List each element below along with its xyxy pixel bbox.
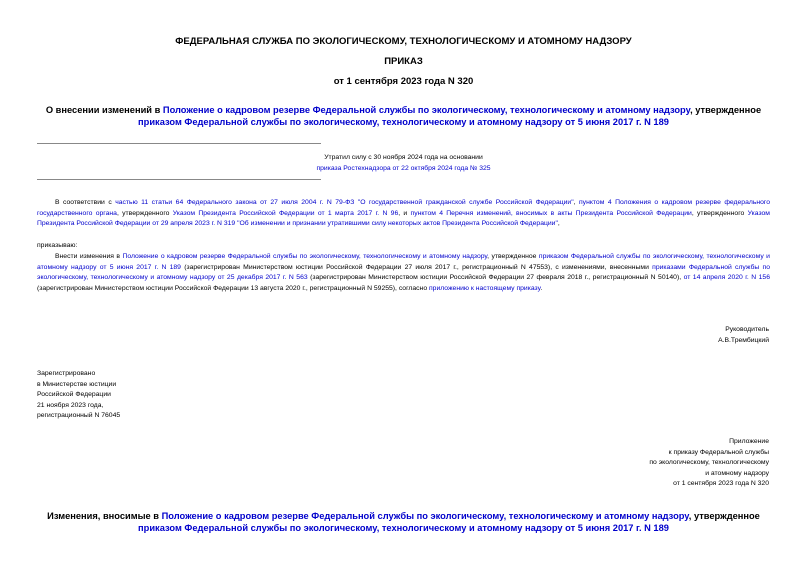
title-link-regulation[interactable]: Положение о кадровом резерве Федеральной службы по экологическому, технологическому и атомному надзору: [162, 105, 691, 115]
preamble-text: , и: [398, 209, 411, 217]
registration-block: [37, 369, 120, 422]
appendix-line: к приказу Федеральной службы: [668, 448, 769, 456]
link-order-156[interactable]: от 14 апреля 2020 г. N 156: [683, 274, 770, 281]
appendix-title-middle: , утвержденное: [688, 511, 760, 521]
preamble-paragraph: [37, 198, 770, 230]
link-order-563[interactable]: приказами Федеральной службы по экологическому, технологическому и атомному надзору от 25 декабря 2017 г. N 563: [37, 263, 770, 281]
order-text: (зарегистрирован Министерством юстиции Российской Федерации 27 июля 2017 г., регистрационный N 47553), с изменениями, внесенными: [180, 263, 653, 271]
link-decree-319[interactable]: Указом Президента Российской Федерации от 29 апреля 2023 г. N 319 "Об изменении и признании утратившими силу некоторых актов Президента Российской Федерации": [37, 209, 770, 227]
registration-line: Зарегистрировано: [37, 370, 96, 377]
preamble-text: В соответствии с: [55, 199, 116, 206]
appendix-line: Приложение: [729, 438, 769, 445]
link-decree-96[interactable]: Указом Президента Российской Федерации от 1 марта 2017 г. N 96: [172, 209, 399, 217]
appendix-line: и атомному надзору: [705, 469, 769, 477]
title-middle: , утвержденное: [690, 105, 762, 115]
appendix-line: по экологическому, технологическому: [649, 459, 769, 466]
link-appendix[interactable]: приложению к настоящему приказу: [428, 284, 541, 292]
registration-line: 21 ноября 2023 года,: [37, 401, 104, 409]
appendix-title-prefix: Изменения, вносимые в: [47, 511, 162, 521]
status-link[interactable]: приказа Ростехнадзора от 22 октября 2024 года № 325: [316, 164, 491, 172]
registration-line: Российской Федерации: [37, 391, 111, 398]
appendix-title-link-regulation[interactable]: Положение о кадровом резерве Федеральной службы по экологическому, технологическому и атомному надзору: [161, 511, 689, 521]
title-link-order[interactable]: приказом Федеральной службы по экологическому, технологическому и атомному надзору от 5 июня 2017 г. N 189: [138, 117, 669, 127]
link-federal-law[interactable]: частью 11 статьи 64 Федерального закона от 27 июля 2004 г. N 79-ФЗ "О государственной гражданской службе Российской Федерации": [115, 199, 574, 206]
link-regulation-item4[interactable]: пунктом 4 Положения о кадровом резерве федерального государственного органа: [37, 199, 771, 217]
doc-type-heading: ПРИКАЗ: [384, 56, 423, 67]
preamble-text: ,: [573, 199, 579, 206]
link-regulation[interactable]: Положение о кадровом резерве Федеральной службы по экологическому, технологическому и атомному надзору: [122, 253, 488, 260]
order-paragraph: [37, 252, 770, 294]
appendix-note: [470, 437, 769, 490]
title-prefix: О внесении изменений в: [45, 105, 163, 115]
order-text: , утвержденное: [487, 253, 539, 260]
appendix-title: [30, 510, 777, 534]
divider-top: [37, 143, 321, 144]
preamble-text: , утвержденного: [691, 209, 748, 217]
link-order-189[interactable]: приказом Федеральной службы по экологическому, технологическому и атомному надзору от 5 июня 2017 г. N 189: [37, 253, 770, 271]
divider-bottom: [37, 179, 321, 180]
signature-block: [470, 325, 769, 346]
status-note: [0, 153, 807, 174]
doc-date-number: от 1 сентября 2023 года N 320: [333, 76, 474, 87]
status-line: Утратил силу с 30 ноября 2024 года на основании: [324, 154, 483, 161]
preamble-text: ,: [557, 220, 560, 227]
document-title: [30, 104, 777, 128]
order-text: .: [540, 284, 543, 292]
link-changes-list[interactable]: пунктом 4 Перечня изменений, вносимых в акты Президента Российской Федерации: [410, 209, 692, 217]
appendix-line: от 1 сентября 2023 года N 320: [673, 480, 769, 487]
appendix-title-link-order[interactable]: приказом Федеральной службы по экологическому, технологическому и атомному надзору от 5 июня 2017 г. N 189: [138, 523, 669, 533]
agency-heading: ФЕДЕРАЛЬНАЯ СЛУЖБА ПО ЭКОЛОГИЧЕСКОМУ, ТЕХНОЛОГИЧЕСКОМУ И АТОМНОМУ НАДЗОРУ: [175, 36, 632, 47]
registration-line: регистрационный N 76045: [37, 412, 121, 419]
order-text: (зарегистрирован Министерством юстиции Российской Федерации 13 августа 2020 г., регистрационный N 59255), согласно: [37, 284, 429, 292]
order-text: Внести изменения в: [55, 253, 123, 260]
order-text: (зарегистрирован Министерством юстиции Российской Федерации 27 февраля 2018 г., регистрационный N 50140),: [307, 274, 684, 281]
preamble-text: , утвержденного: [116, 209, 173, 217]
signature-role: Руководитель: [725, 326, 769, 333]
registration-line: в Министерстве юстиции: [37, 380, 117, 388]
signature-name: А.В.Трембицкий: [718, 336, 769, 344]
order-word: приказываю:: [37, 242, 78, 249]
